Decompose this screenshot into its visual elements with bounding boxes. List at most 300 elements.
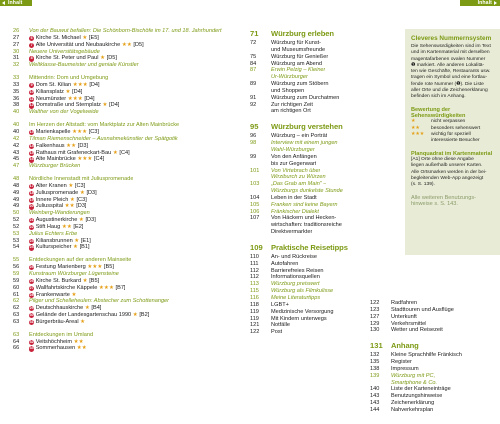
rating-star-icon: ★★ [73, 338, 84, 345]
toc-column-3 [370, 300, 492, 414]
toc-page-number [250, 74, 271, 81]
toc-entry[interactable] [3, 183, 243, 190]
toc-entry-label: Kiliansbrunnen [35, 237, 73, 244]
toc-entry[interactable] [370, 373, 492, 380]
toc-entry-label: Von Häckern und Hecken- [271, 215, 337, 222]
toc-page-number: 40 [13, 122, 20, 129]
toc-page-number: 47 [13, 163, 20, 170]
toc-page-number: 62 [13, 298, 20, 305]
toc-entry-label: Julius Echters Erbe [29, 230, 78, 237]
toc-entry[interactable] [370, 407, 492, 414]
toc-entry-text [29, 271, 119, 278]
toc-page-number: 59 [13, 277, 20, 284]
chapter-title: Praktische Reisetipps [271, 242, 348, 252]
toc-entry-text [29, 244, 90, 251]
toc-page-number: 52 [13, 223, 20, 230]
sidebar-line: Bewertung der [411, 106, 451, 113]
toc-entry[interactable] [370, 352, 492, 359]
toc-entry-label: Sommerhausen [35, 345, 76, 352]
rating-star-icon: ★ [82, 34, 88, 41]
rating-star-icon: ★★ [76, 345, 87, 352]
toc-entry-label: Leben in der Stadt [271, 194, 317, 201]
rating-star-icon: ★ [411, 119, 416, 125]
toc-entry[interactable] [250, 81, 400, 88]
toc-entry-text [29, 285, 125, 292]
toc-entry-label: Gelände der Landesgartenschau 1990 [35, 312, 132, 319]
toc-entry-label: Impressum [391, 365, 419, 372]
toc-entry-label: und Shoppen [271, 87, 305, 94]
toc-entry[interactable] [3, 156, 243, 163]
toc-entry-text [29, 156, 104, 163]
toc-entry[interactable] [370, 314, 492, 321]
toc-entry[interactable] [250, 74, 400, 81]
toc-page-number: 63 [13, 331, 20, 338]
rating-star-icon: ★★ [121, 41, 132, 48]
toc-entry-label: Entdeckungen auf der anderen Mainseite [29, 257, 132, 264]
sight-number-badge: 8 [30, 56, 33, 61]
toc-entry-text [29, 42, 144, 49]
toc-page-number: 33 [13, 81, 20, 88]
toc-entry[interactable] [3, 217, 243, 224]
toc-entry[interactable] [3, 224, 243, 231]
toc-entry-label: Autofahren [271, 260, 299, 267]
toc-entry[interactable] [250, 209, 400, 216]
sight-number-badge: 19 [29, 197, 34, 202]
toc-entry-text [271, 329, 282, 336]
toc-page-number: 121 [250, 322, 260, 329]
toc-entry[interactable] [3, 136, 243, 143]
toc-page-number: 33 [13, 75, 20, 82]
toc-entry-text [271, 174, 326, 181]
sight-number-badge: 26 [29, 278, 34, 283]
toc-entry[interactable] [370, 327, 492, 334]
chapter-page-number: 109 [250, 242, 263, 252]
toc-entry[interactable] [3, 271, 243, 278]
toc-entry[interactable] [250, 67, 400, 74]
sidebar-title: Cleveres Nummernsystem [411, 35, 492, 42]
toc-entry-text [271, 229, 312, 236]
toc-page-number: 55 [13, 257, 20, 264]
toc-page-number: 112 [250, 274, 259, 281]
toc-entry-text [271, 54, 328, 61]
rating-star-icon: ★ [82, 277, 88, 284]
toc-page-number: 87 [250, 67, 257, 74]
toc-entry[interactable] [250, 147, 400, 154]
map-grid-reference: [D4] [89, 81, 100, 88]
sight-number-badge: 9 [30, 82, 33, 87]
map-grid-reference: [D4] [109, 102, 120, 109]
toc-entry[interactable] [250, 188, 400, 195]
toc-entry[interactable] [3, 231, 243, 238]
toc-entry[interactable] [3, 190, 243, 197]
toc-entry[interactable] [250, 108, 400, 115]
toc-entry-text [271, 168, 320, 175]
toc-entry[interactable] [250, 102, 400, 109]
toc-entry-text [271, 154, 317, 161]
toc-page-number: 99 [250, 153, 257, 160]
sidebar-line: ten wie Geschäfte, Restaurants usw. [411, 69, 491, 75]
sidebar-map-text [411, 157, 496, 188]
sight-number-badge: 16 [29, 157, 34, 162]
toc-entry-label: Veitshöchheim [35, 338, 73, 345]
rating-star-icon: ★★★ [72, 81, 88, 88]
toc-entry[interactable] [250, 281, 400, 288]
arrow-right-icon [494, 1, 497, 5]
toc-entry-label: Wallfahrtskirche Käppele [35, 284, 98, 291]
rating-legend-label: nicht verpassen [431, 119, 466, 125]
toc-page-number: 119 [250, 308, 259, 315]
map-grid-reference: [D3] [86, 189, 97, 196]
toc-entry[interactable] [3, 49, 243, 56]
toc-page-number: 36 [13, 95, 20, 102]
toc-page-number: 138 [370, 365, 380, 372]
toc-entry-label: und Museumsfreunde [271, 46, 326, 53]
toc-page-number: 107 [250, 215, 260, 222]
rating-star-icon: ★★★ [67, 95, 83, 102]
sidebar-paragraph [411, 44, 496, 101]
toc-page-number: 127 [370, 313, 380, 320]
toc-entry[interactable] [3, 285, 243, 292]
toc-entry[interactable] [250, 181, 400, 188]
map-grid-reference: [D3] [77, 142, 89, 149]
toc-page-number: 96 [250, 133, 257, 140]
toc-entry[interactable] [3, 35, 243, 42]
toc-entry-label: Medizinische Versorgung [271, 308, 334, 315]
toc-entry-label: Juliusspital [35, 203, 64, 210]
toc-entry[interactable] [3, 122, 243, 129]
toc-page-number: 52 [13, 217, 20, 224]
toc-entry-text [29, 238, 91, 245]
sidebar-line: fende rote Nummer (❶). Die Liste [411, 81, 484, 87]
toc-entry[interactable] [250, 215, 400, 222]
toc-entry-label: Würzburgs dunkelste Stunde [271, 188, 343, 195]
sidebar-line: tragen ein Symbol und eine fortlau- [411, 75, 488, 81]
toc-entry[interactable] [3, 332, 243, 339]
toc-entry-label: Würzburg preiswert [271, 281, 320, 288]
toc-entry[interactable] [3, 339, 243, 346]
toc-entry[interactable] [250, 88, 400, 95]
toc-entry[interactable] [370, 393, 492, 400]
toc-entry-text [271, 88, 304, 95]
toc-entry[interactable] [3, 96, 243, 103]
toc-entry[interactable] [250, 40, 400, 47]
toc-entry[interactable] [250, 154, 400, 161]
toc-page-number: 27 [13, 34, 20, 41]
toc-entry-label: Bürgerbräu-Areal [35, 318, 79, 325]
toc-entry-label: Festung Marienberg [35, 264, 86, 271]
toc-entry[interactable] [3, 28, 243, 35]
rating-star-icon: ★★★ [411, 132, 425, 138]
toc-entry[interactable] [3, 278, 243, 285]
toc-entry[interactable] [3, 210, 243, 217]
toc-entry[interactable] [250, 222, 400, 229]
toc-entry-label: An- und Rückreise [271, 253, 318, 260]
toc-entry-label: Kunstraum Würzburger Lügensteine [29, 271, 119, 277]
rating-star-icon: ★ [73, 244, 79, 251]
toc-entry[interactable] [250, 195, 400, 202]
toc-entry[interactable] [250, 229, 400, 236]
toc-entry[interactable] [3, 109, 243, 116]
toc-entry[interactable] [3, 143, 243, 150]
toc-entry[interactable] [370, 366, 492, 373]
toc-entry-label: Unterkunft [391, 313, 417, 320]
map-grid-reference: [D4] [72, 88, 83, 95]
toc-entry[interactable] [3, 176, 243, 183]
sight-number-badge: 23 [29, 238, 34, 243]
toc-entry[interactable] [370, 300, 492, 307]
toc-entry-label: Augustinerkirche [35, 217, 78, 224]
sidebar-line: Sehenswürdigkeiten [411, 113, 466, 120]
map-grid-reference: [C3] [74, 182, 86, 189]
toc-page-number: 53 [13, 237, 20, 244]
toc-entry-text [271, 268, 324, 275]
toc-entry[interactable] [3, 244, 243, 251]
toc-entry-label: Innere Pleich [35, 196, 69, 203]
rating-legend-label: wichtig für speziell [431, 132, 471, 138]
toc-entry-text [29, 312, 149, 319]
sidebar-line: und im Kartenmaterial mit derselben [411, 50, 490, 56]
toc-entry-text [29, 217, 96, 224]
toc-entry[interactable] [250, 274, 400, 281]
rating-star-icon: ★ [102, 102, 108, 109]
sight-number-badge: 33 [29, 346, 34, 351]
toc-entry[interactable] [250, 254, 400, 261]
toc-page-number: 92 [250, 101, 257, 108]
toc-entry-text [29, 109, 99, 116]
toc-entry[interactable] [3, 42, 243, 49]
arrow-left-icon [2, 1, 5, 5]
toc-page-number: 56 [13, 264, 20, 271]
toc-entry-label: Interview mit einem jungen [271, 140, 338, 147]
toc-entry[interactable] [250, 47, 400, 54]
toc-page-number: 105 [250, 201, 260, 208]
toc-page-number: 139 [370, 372, 380, 379]
toc-entry-label: Liste der Karteneinträge [391, 386, 451, 393]
toc-entry-text [391, 373, 435, 380]
toc-entry[interactable] [250, 140, 400, 147]
toc-entry[interactable] [370, 400, 492, 407]
toc-entry[interactable] [3, 319, 243, 326]
toc-entry-text [271, 147, 315, 154]
toc-page-number [250, 88, 271, 95]
rating-star-icon: ★ [68, 182, 74, 189]
toc-entry[interactable] [3, 102, 243, 109]
toc-entry-text [271, 95, 339, 102]
toc-entry[interactable] [370, 380, 492, 387]
toc-page-number: 27 [13, 41, 20, 48]
toc-entry[interactable] [3, 55, 243, 62]
toc-entry-label: Von den Anfängen [271, 153, 317, 160]
toc-entry[interactable] [3, 345, 243, 352]
toc-entry-text [391, 327, 443, 334]
sidebar-line: Alle Ortsmarken werden in der bei- [411, 169, 487, 175]
toc-entry-text [391, 352, 462, 359]
toc-page-number: 106 [250, 208, 260, 215]
map-grid-reference: [B4] [91, 305, 102, 312]
toc-entry-text [29, 129, 99, 136]
toc-entry-text [271, 302, 289, 309]
toc-entry-text [29, 96, 95, 103]
toc-page-number [250, 174, 271, 181]
sidebar-rating-title [411, 107, 496, 120]
toc-entry-label: Marienkapelle [35, 128, 71, 135]
toc-page-number: 50 [13, 210, 20, 217]
toc-entry[interactable] [3, 82, 243, 89]
sight-number-badge: 28 [29, 292, 34, 297]
toc-entry-text [271, 202, 338, 209]
toc-entry[interactable] [250, 54, 400, 61]
toc-entry-text [29, 102, 119, 109]
toc-entry-text [29, 75, 108, 82]
toc-entry-label: Mittendrin: Dom und Umgebung [29, 75, 109, 82]
toc-entry[interactable] [3, 298, 243, 305]
toc-entry-text [29, 183, 85, 190]
toc-entry-text [391, 407, 433, 414]
map-grid-reference: [C3] [76, 196, 87, 203]
toc-entry-text [271, 209, 319, 216]
toc-entry-label: Post [271, 329, 283, 336]
toc-entry-label: Juliuspromenade [35, 189, 79, 196]
chapter-title: Würzburg erleben [271, 28, 334, 38]
toc-entry-text [29, 264, 114, 271]
toc-entry[interactable] [250, 133, 400, 140]
rating-star-icon: ★ [100, 55, 106, 62]
toc-entry[interactable] [3, 312, 243, 319]
toc-entry[interactable] [3, 257, 243, 264]
toc-entry-label: wirtschaften: traditionsreiche [271, 222, 342, 229]
map-grid-reference: [B7] [115, 284, 126, 291]
toc-entry-label: Kiliansplatz [35, 88, 64, 95]
toc-entry-text [391, 393, 442, 400]
toc-page-number: 122 [250, 329, 260, 336]
toc-entry[interactable] [370, 386, 492, 393]
toc-entry-label: Walther von der Vogelweide [29, 109, 99, 116]
toc-entry[interactable] [3, 75, 243, 82]
map-grid-reference: [E5] [88, 34, 99, 41]
toc-entry-text [29, 345, 87, 352]
map-grid-reference: [B5] [103, 264, 114, 271]
toc-entry[interactable] [250, 268, 400, 275]
toc-page-number: 91 [250, 94, 257, 101]
toc-entry-label: Tilman Riemenschneider – Ausnahmekünstler der Spätgotik [29, 135, 178, 142]
toc-entry[interactable] [3, 197, 243, 204]
toc-page-number: 43 [13, 149, 20, 156]
toc-entry-label: Weinberg-Wanderungen [29, 210, 90, 217]
toc-entry-label: Würzburg für Kunst- [271, 40, 322, 46]
toc-entry[interactable] [3, 62, 243, 69]
toc-entry-text [29, 143, 88, 150]
toc-entry-label: Smartphone & Co. [391, 379, 438, 386]
toc-page-number: 66 [13, 345, 20, 352]
toc-page-number: 54 [13, 244, 20, 251]
toc-page-number: 30 [13, 48, 20, 55]
rating-star-icon: ★★★ [77, 156, 93, 163]
toc-entry[interactable] [250, 95, 400, 102]
toc-entry[interactable] [3, 203, 243, 210]
toc-entry[interactable] [250, 161, 400, 168]
toc-entry-text [271, 102, 313, 109]
toc-page-number [250, 222, 271, 229]
toc-entry[interactable] [370, 307, 492, 314]
toc-entry-text [29, 203, 86, 210]
toc-entry[interactable] [3, 264, 243, 271]
toc-page-number: 45 [13, 156, 20, 163]
toc-page-number [370, 380, 391, 387]
toc-entry[interactable] [250, 168, 400, 175]
toc-entry[interactable] [3, 163, 243, 170]
sidebar-note [411, 195, 496, 208]
toc-entry-text [29, 122, 179, 129]
toc-entry[interactable] [3, 238, 243, 245]
toc-page-number: 60 [13, 284, 20, 291]
sight-number-badge: 10 [29, 89, 34, 94]
sight-number-badge: 22 [29, 224, 34, 229]
toc-entry[interactable] [3, 305, 243, 312]
toc-entry-text [29, 197, 87, 204]
toc-entry-text [29, 163, 80, 170]
toc-entry-label: Kirche St. Burkard [35, 277, 82, 284]
toc-entry[interactable] [3, 292, 243, 299]
rating-star-icon: ★★ [61, 223, 72, 230]
toc-entry[interactable] [250, 261, 400, 268]
toc-entry-label: Neuere Universitätsgebäude [29, 48, 100, 55]
chapter-heading [250, 28, 400, 40]
toc-page-number: 49 [13, 189, 20, 196]
toc-entry-text [271, 108, 311, 115]
toc-entry-label: Ur-Würzburger [271, 74, 308, 81]
toc-entry-label: Frankenwarte [35, 291, 70, 298]
toc-entry[interactable] [250, 174, 400, 181]
rating-star-icon: ★ [69, 196, 75, 203]
toc-entry[interactable] [3, 89, 243, 96]
toc-entry-text [29, 298, 169, 305]
toc-page-number: 61 [13, 291, 20, 298]
toc-entry-text [271, 309, 334, 316]
map-grid-reference: [D5] [133, 41, 144, 48]
toc-page-number: 35 [13, 88, 20, 95]
toc-entry-text [29, 190, 97, 197]
toc-page-number: 113 [250, 281, 259, 288]
toc-entry-label: Kulturspeicher [35, 244, 72, 251]
toc-entry-label: Nahverkehrsplan [391, 406, 434, 413]
toc-entry[interactable] [250, 288, 400, 295]
rating-star-icon: ★ [74, 237, 80, 244]
toc-entry[interactable] [250, 61, 400, 68]
toc-page-number: 130 [370, 327, 380, 334]
toc-entry-label: Wirziburch zu Würzen [271, 174, 326, 181]
toc-entry-label: Pilger und Schelleheulen: Abstecher zum Schottenanger [29, 298, 170, 305]
toc-entry-label: Kirche St. Peter und Paul [35, 55, 99, 62]
toc-entry[interactable] [370, 359, 492, 366]
header-label-left: Inhalt [8, 0, 23, 6]
toc-entry[interactable] [370, 321, 492, 328]
toc-entry-text [29, 210, 90, 217]
toc-page-number: 72 [250, 40, 257, 46]
toc-entry-text [391, 300, 417, 307]
toc-entry-label: Würzburg zum Stöbern [271, 81, 329, 88]
toc-entry-text [271, 288, 333, 295]
toc-entry[interactable] [250, 202, 400, 209]
toc-entry-text [391, 380, 437, 387]
sidebar-line: [A1] Orte ohne diese Angabe [411, 157, 474, 163]
toc-entry[interactable] [3, 150, 243, 157]
header-label-right: Inhalt [477, 0, 492, 6]
toc-page-number: 110 [250, 253, 259, 260]
toc-entry[interactable] [3, 129, 243, 136]
rating-legend-row [411, 138, 496, 144]
toc-entry-label: Franken sind keine Bayern [271, 201, 338, 208]
toc-page-number: 40 [13, 109, 20, 116]
